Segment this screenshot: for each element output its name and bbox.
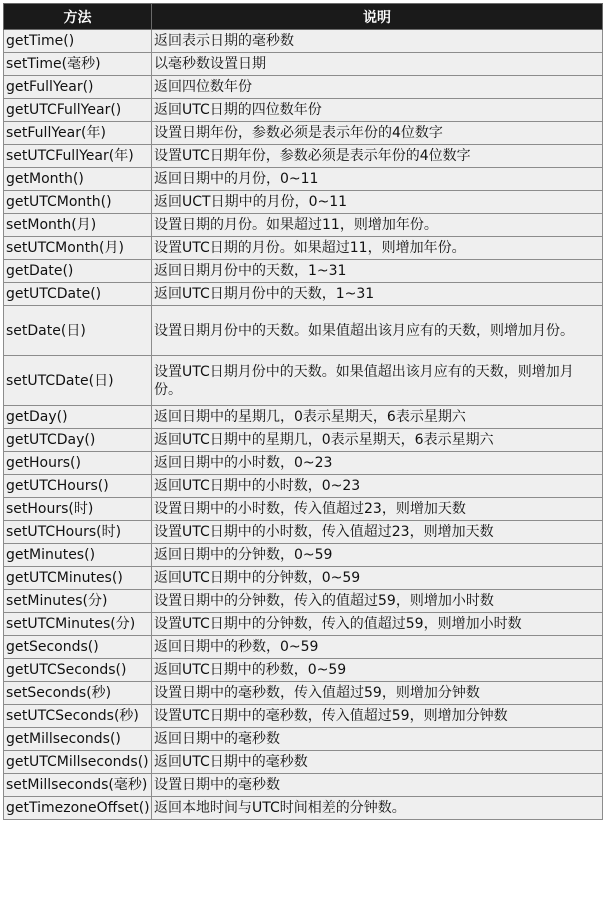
- method-cell: getUTCHours(): [4, 475, 152, 498]
- table-row: [4, 191, 603, 214]
- method-cell: setMinutes(分): [4, 590, 152, 613]
- table-header-row: [4, 4, 603, 30]
- method-cell: getUTCDay(): [4, 429, 152, 452]
- table-row: [4, 76, 603, 99]
- method-cell: setUTCFullYear(年): [4, 145, 152, 168]
- description-cell: 返回UTC日期中的小时数，0~23: [152, 475, 603, 498]
- description-cell: 设置日期中的分钟数，传入的值超过59，则增加小时数: [152, 590, 603, 613]
- table-row: [4, 682, 603, 705]
- header-method: 方法: [4, 4, 152, 30]
- description-cell: 返回UTC日期中的分钟数，0~59: [152, 567, 603, 590]
- method-cell: getMonth(): [4, 168, 152, 191]
- table-row: [4, 705, 603, 728]
- table-row: [4, 728, 603, 751]
- description-cell: 返回UTC日期的四位数年份: [152, 99, 603, 122]
- table-row: [4, 751, 603, 774]
- description-cell: 返回本地时间与UTC时间相差的分钟数。: [152, 797, 603, 820]
- header-description: 说明: [152, 4, 603, 30]
- table-row: [4, 659, 603, 682]
- method-cell: getSeconds(): [4, 636, 152, 659]
- method-cell: getUTCDate(): [4, 283, 152, 306]
- method-cell: getMillseconds(): [4, 728, 152, 751]
- method-cell: setHours(时): [4, 498, 152, 521]
- description-cell: 设置日期的月份。如果超过11，则增加年份。: [152, 214, 603, 237]
- description-cell: 返回UCT日期中的月份，0~11: [152, 191, 603, 214]
- method-cell: getUTCSeconds(): [4, 659, 152, 682]
- description-cell: 设置UTC日期中的毫秒数，传入值超过59，则增加分钟数: [152, 705, 603, 728]
- description-cell: 设置UTC日期的月份。如果超过11，则增加年份。: [152, 237, 603, 260]
- method-cell: getHours(): [4, 452, 152, 475]
- date-methods-table: [3, 3, 603, 820]
- table-row: [4, 406, 603, 429]
- table-row: [4, 636, 603, 659]
- table-row: [4, 214, 603, 237]
- method-cell: setUTCMonth(月): [4, 237, 152, 260]
- description-cell: 设置UTC日期月份中的天数。如果值超出该月应有的天数，则增加月份。: [152, 356, 603, 406]
- table-row: [4, 590, 603, 613]
- method-cell: getUTCMinutes(): [4, 567, 152, 590]
- method-cell: setUTCDate(日): [4, 356, 152, 406]
- method-cell: setUTCSeconds(秒): [4, 705, 152, 728]
- table-row: [4, 260, 603, 283]
- description-cell: 返回日期中的小时数，0~23: [152, 452, 603, 475]
- description-cell: 返回日期中的星期几，0表示星期天，6表示星期六: [152, 406, 603, 429]
- method-cell: getFullYear(): [4, 76, 152, 99]
- description-cell: 设置日期中的毫秒数，传入值超过59，则增加分钟数: [152, 682, 603, 705]
- description-cell: 返回日期中的毫秒数: [152, 728, 603, 751]
- description-cell: 设置UTC日期年份，参数必须是表示年份的4位数字: [152, 145, 603, 168]
- table-row: [4, 356, 603, 406]
- table-row: [4, 498, 603, 521]
- method-cell: setUTCHours(时): [4, 521, 152, 544]
- description-cell: 返回UTC日期月份中的天数，1~31: [152, 283, 603, 306]
- description-cell: 以毫秒数设置日期: [152, 53, 603, 76]
- description-cell: 设置UTC日期中的分钟数，传入的值超过59，则增加小时数: [152, 613, 603, 636]
- table-row: [4, 283, 603, 306]
- method-cell: getUTCMillseconds(): [4, 751, 152, 774]
- description-cell: 返回表示日期的毫秒数: [152, 30, 603, 53]
- table-row: [4, 168, 603, 191]
- method-cell: getDate(): [4, 260, 152, 283]
- method-cell: getMinutes(): [4, 544, 152, 567]
- table-row: [4, 544, 603, 567]
- description-cell: 返回UTC日期中的毫秒数: [152, 751, 603, 774]
- description-cell: 返回UTC日期中的秒数，0~59: [152, 659, 603, 682]
- description-cell: 设置日期中的毫秒数: [152, 774, 603, 797]
- table-row: [4, 237, 603, 260]
- description-cell: 返回日期中的月份，0~11: [152, 168, 603, 191]
- description-cell: 返回日期中的分钟数，0~59: [152, 544, 603, 567]
- table-row: [4, 475, 603, 498]
- method-cell: setTime(毫秒): [4, 53, 152, 76]
- description-cell: 设置日期年份，参数必须是表示年份的4位数字: [152, 122, 603, 145]
- description-cell: 返回日期中的秒数，0~59: [152, 636, 603, 659]
- table-row: [4, 774, 603, 797]
- method-cell: setUTCMinutes(分): [4, 613, 152, 636]
- table-row: [4, 30, 603, 53]
- table-row: [4, 306, 603, 356]
- description-cell: 返回日期月份中的天数，1~31: [152, 260, 603, 283]
- method-cell: getTimezoneOffset(): [4, 797, 152, 820]
- table-row: [4, 429, 603, 452]
- method-cell: setMonth(月): [4, 214, 152, 237]
- table-row: [4, 797, 603, 820]
- description-cell: 返回UTC日期中的星期几，0表示星期天，6表示星期六: [152, 429, 603, 452]
- table-row: [4, 613, 603, 636]
- table-row: [4, 452, 603, 475]
- method-cell: getTime(): [4, 30, 152, 53]
- description-cell: 设置日期中的小时数，传入值超过23，则增加天数: [152, 498, 603, 521]
- method-cell: getUTCMonth(): [4, 191, 152, 214]
- table-row: [4, 99, 603, 122]
- method-cell: setMillseconds(毫秒): [4, 774, 152, 797]
- table-row: [4, 521, 603, 544]
- description-cell: 设置日期月份中的天数。如果值超出该月应有的天数，则增加月份。: [152, 306, 603, 356]
- table-row: [4, 145, 603, 168]
- table-row: [4, 567, 603, 590]
- method-cell: setDate(日): [4, 306, 152, 356]
- method-cell: setSeconds(秒): [4, 682, 152, 705]
- description-cell: 设置UTC日期中的小时数，传入值超过23，则增加天数: [152, 521, 603, 544]
- method-cell: setFullYear(年): [4, 122, 152, 145]
- description-cell: 返回四位数年份: [152, 76, 603, 99]
- table-row: [4, 53, 603, 76]
- table-row: [4, 122, 603, 145]
- method-cell: getDay(): [4, 406, 152, 429]
- method-cell: getUTCFullYear(): [4, 99, 152, 122]
